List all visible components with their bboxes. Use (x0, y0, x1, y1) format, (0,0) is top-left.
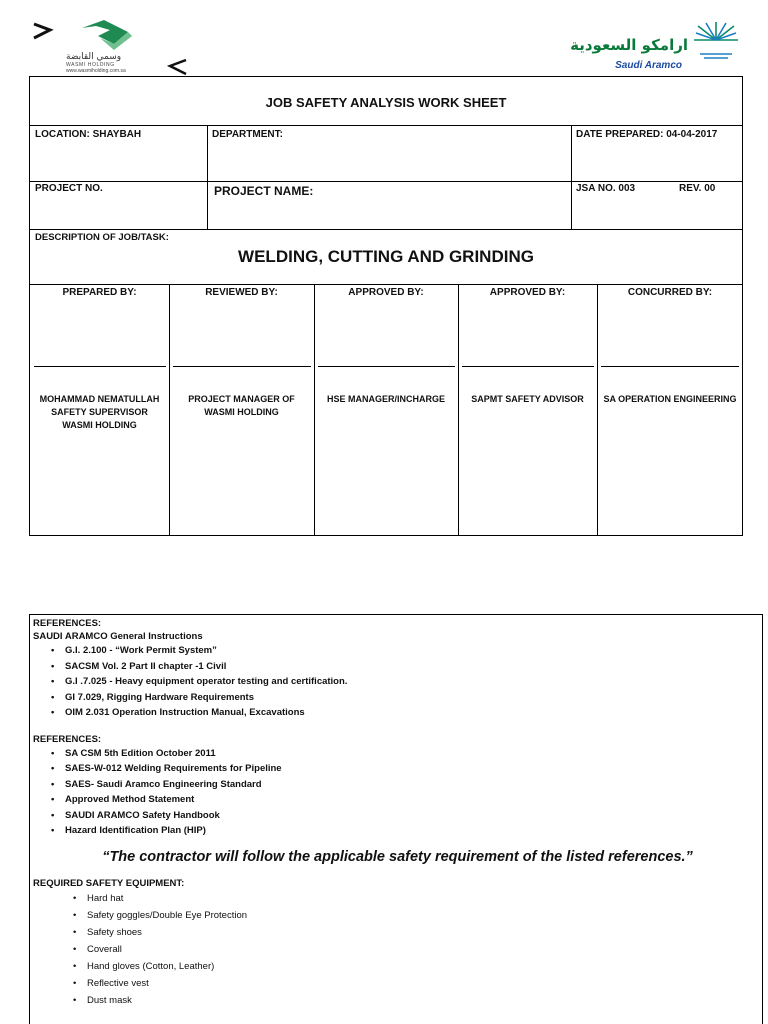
list-item: • G.I .7.025 - Heavy equipment operator testing and certification. (51, 674, 762, 690)
equipment-list (73, 890, 762, 1009)
concurred-by-heading: CONCURRED BY: (627, 287, 713, 298)
aramco-latin-name: Saudi Aramco (615, 60, 682, 71)
contractor-quote: “The contractor will follow the applicable safety requirement of the listed references.” (102, 848, 693, 865)
references-section (29, 614, 763, 1024)
column-divider (207, 125, 208, 181)
approved-by-name (458, 393, 597, 406)
jsa-worksheet-table (29, 76, 743, 536)
saudi-aramco-logo (556, 20, 746, 74)
column-divider (314, 284, 315, 536)
aramco-arabic-name: ارامكو السعودية (570, 36, 688, 54)
project-no-field: PROJECT NO. (35, 183, 103, 194)
aramco-star-icon (690, 20, 742, 60)
list-item: • SA CSM 5th Edition October 2011 (51, 746, 762, 762)
wasmi-arabic-name: وسمي القابضة (66, 52, 122, 62)
date-prepared-field: DATE PREPARED: 04-04-2017 (576, 129, 718, 140)
column-divider (571, 125, 572, 229)
wasmi-url: www.wasmiholding.com.sa (66, 68, 126, 74)
list-item: • Hand gloves (Cotton, Leather) (73, 958, 762, 975)
signatory-line: SA OPERATION ENGINEERING (603, 394, 737, 404)
references-heading: REFERENCES: (33, 733, 102, 745)
row-divider (30, 284, 742, 285)
approved-by-name (314, 393, 458, 406)
row-divider (30, 229, 742, 230)
list-item: • GI 7.029, Rigging Hardware Requirements (51, 690, 762, 706)
references-heading: REFERENCES: (33, 618, 102, 629)
wasmi-holding-logo (30, 16, 195, 78)
row-divider (30, 181, 742, 182)
signature-line (173, 366, 311, 367)
signature-line (601, 366, 739, 367)
spacer (33, 721, 762, 733)
worksheet-title: JOB SAFETY ANALYSIS WORK SHEET (265, 95, 507, 110)
signature-line (318, 366, 455, 367)
signatory-line: WASMI HOLDING (204, 407, 279, 417)
list-item: • Safety goggles/Double Eye Protection (73, 907, 762, 924)
list-item: • G.I. 2.100 - “Work Permit System” (51, 643, 762, 659)
list-item: • Reflective vest (73, 975, 762, 992)
signature-line (34, 366, 166, 367)
signatory-line: MOHAMMAD NEMATULLAH (39, 394, 160, 404)
concurred-by-name (597, 393, 743, 406)
list-item: • Approved Method Statement (51, 792, 762, 808)
signature-line (462, 366, 594, 367)
rev-field: REV. 00 (679, 183, 716, 194)
references-list (51, 643, 762, 721)
signatory-line: SAFETY SUPERVISOR (51, 407, 148, 417)
column-divider (597, 284, 598, 536)
signatory-line: PROJECT MANAGER OF (188, 394, 295, 404)
list-item: • SACSM Vol. 2 Part II chapter -1 Civil (51, 659, 762, 675)
column-divider (207, 181, 208, 229)
row-divider (30, 125, 742, 126)
prepared-by-heading: PREPARED BY: (62, 287, 137, 298)
location-field: LOCATION: SHAYBAH (35, 129, 142, 140)
list-item: • Hard hat (73, 890, 762, 907)
list-item: • SAES- Saudi Aramco Engineering Standard (51, 777, 762, 793)
project-name-field: PROJECT NAME: (214, 184, 314, 198)
wasmi-latin-name: WASMI HOLDING (66, 62, 115, 68)
list-item: • Safety shoes (73, 924, 762, 941)
approved-by-heading: APPROVED BY: (489, 287, 566, 298)
prepared-by-name (30, 393, 169, 432)
signatory-line: HSE MANAGER/INCHARGE (326, 394, 445, 404)
list-item: • SAUDI ARAMCO Safety Handbook (51, 808, 762, 824)
reviewed-by-name (169, 393, 314, 419)
approved-by-heading: APPROVED BY: (348, 287, 424, 298)
list-item: • SAES-W-012 Welding Requirements for Pipeline (51, 761, 762, 777)
job-title: WELDING, CUTTING AND GRINDING (238, 247, 534, 266)
signatory-line: SAPMT SAFETY ADVISOR (471, 394, 584, 404)
jsa-no-field: JSA NO. 003 (576, 183, 636, 194)
list-item: • OIM 2.031 Operation Instruction Manual, Excavations (51, 705, 762, 721)
department-field: DEPARTMENT: (212, 129, 283, 140)
list-item: • Hazard Identification Plan (HIP) (51, 823, 762, 839)
column-divider (458, 284, 459, 536)
list-item: • Dust mask (73, 992, 762, 1009)
equipment-heading: REQUIRED SAFETY EQUIPMENT: (33, 877, 185, 889)
list-item: • Coverall (73, 941, 762, 958)
references-list (51, 746, 762, 839)
references-subheading: SAUDI ARAMCO General Instructions (33, 631, 203, 642)
reviewed-by-heading: REVIEWED BY: (205, 287, 278, 298)
description-label: DESCRIPTION OF JOB/TASK: (35, 232, 169, 243)
signatory-line: WASMI HOLDING (62, 420, 137, 430)
